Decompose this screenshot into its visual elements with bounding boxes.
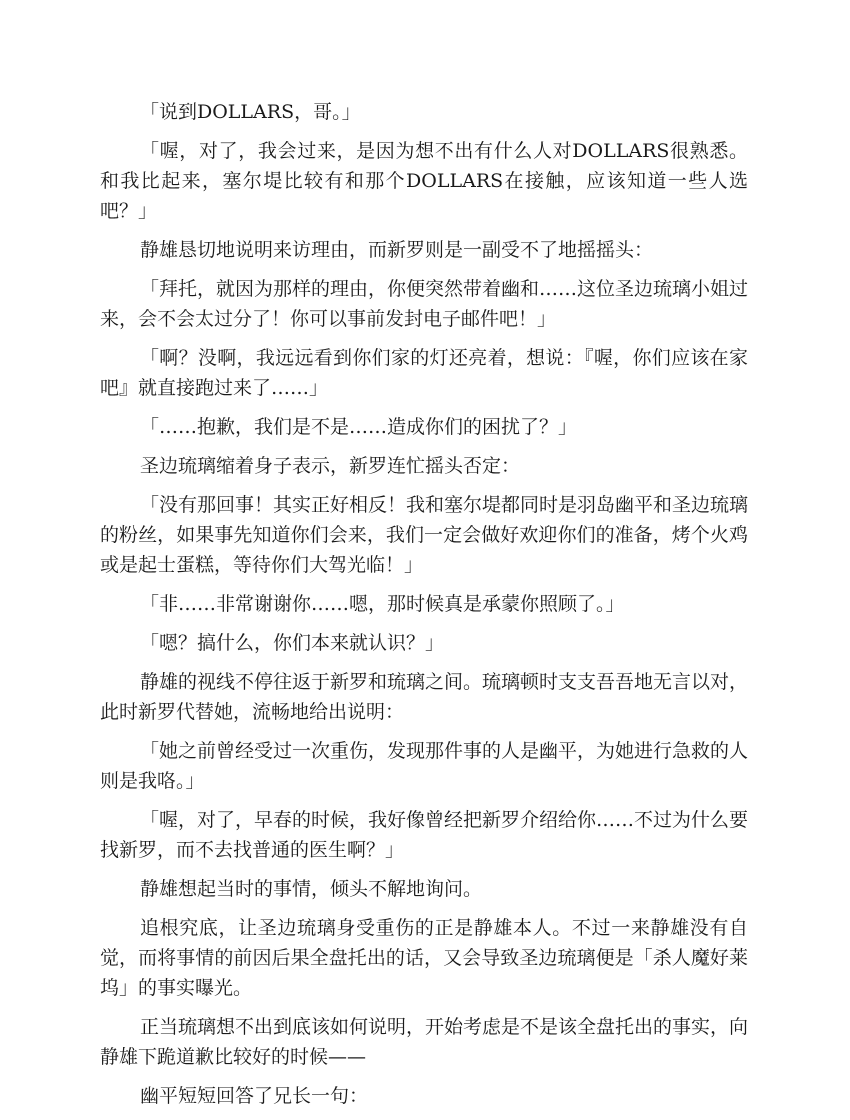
- paragraph: 静雄想起当时的事情，倾头不解地询问。: [140, 878, 483, 900]
- paragraph: 「喔，对了，早春的时候，我好像曾经把新罗介绍给你……不过为什么要找新罗，而不去找普通的医生啊？」: [100, 809, 749, 861]
- novel-page: [100, 97, 748, 1120]
- paragraph: 正当琉璃想不出到底该如何说明，开始考虑是不是该全盘托出的事实，向静雄下跪道歉比较好的时候——: [100, 1016, 749, 1068]
- paragraph: 「喔，对了，我会过来，是因为想不出有什么人对DOLLARS很熟悉。和我比起来，塞尔堤比较有和那个DOLLARS在接触，应该知道一些人选吧？」: [100, 140, 748, 222]
- paragraph: 圣边琉璃缩着身子表示，新罗连忙摇头否定：: [140, 455, 521, 477]
- paragraph: 「非……非常谢谢你……嗯，那时候真是承蒙你照顾了。」: [140, 593, 625, 615]
- paragraph: 「啊？没啊，我远远看到你们家的灯还亮着，想说：『喔，你们应该在家吧』就直接跑过来了……」: [100, 347, 748, 399]
- paragraph: 「……抱歉，我们是不是……造成你们的困扰了？」: [140, 416, 578, 438]
- paragraph: 「说到DOLLARS，哥。」: [140, 101, 361, 123]
- paragraph: 「拜托，就因为那样的理由，你便突然带着幽和……这位圣边琉璃小姐过来，会不会太过分了！你可以事前发封电子邮件吧！」: [100, 278, 749, 330]
- paragraph: 幽平短短回答了兄长一句：: [140, 1085, 369, 1107]
- paragraph: 「没有那回事！其实正好相反！我和塞尔堤都同时是羽岛幽平和圣边琉璃的粉丝，如果事先知道你们会来，我们一定会做好欢迎你们的准备，烤个火鸡或是起士蛋糕，等待你们大驾光临！」: [100, 494, 749, 576]
- paragraph: 静雄恳切地说明来访理由，而新罗则是一副受不了地摇摇头：: [140, 239, 654, 261]
- paragraph: 静雄的视线不停往返于新罗和琉璃之间。琉璃顿时支支吾吾地无言以对，此时新罗代替她，流畅地给出说明：: [100, 671, 749, 723]
- paragraph: 「她之前曾经受过一次重伤，发现那件事的人是幽平，为她进行急救的人则是我咯。」: [100, 740, 749, 792]
- paragraph: 「嗯？搞什么，你们本来就认识？」: [140, 632, 445, 654]
- paragraph: 追根究底，让圣边琉璃身受重伤的正是静雄本人。不过一来静雄没有自觉，而将事情的前因后果全盘托出的话，又会导致圣边琉璃便是「杀人魔好莱坞」的事实曝光。: [100, 917, 748, 999]
